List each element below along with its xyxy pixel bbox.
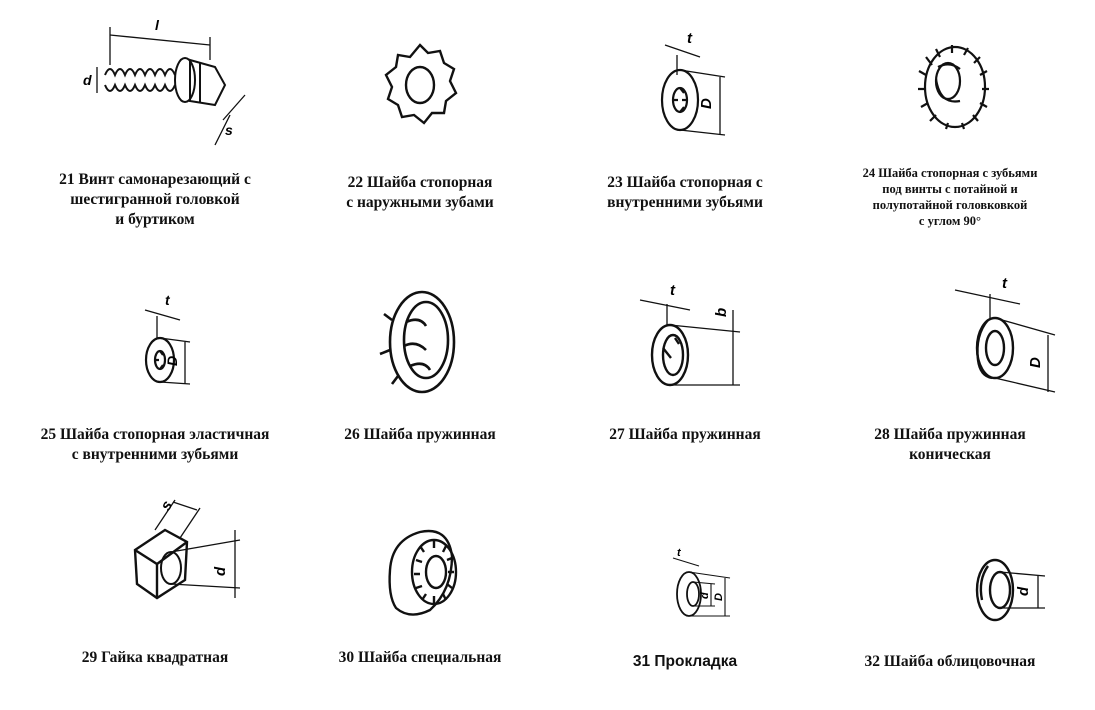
caption-32: 32 Шайба облицовочная bbox=[864, 653, 1036, 670]
conical-spring-washer-icon bbox=[870, 275, 1044, 430]
dim-D-label: D bbox=[164, 355, 180, 366]
item-27 bbox=[550, 280, 820, 510]
dim-s-label: s bbox=[157, 497, 177, 514]
spring-washer-icon bbox=[340, 280, 500, 430]
caption-21: 21 Винт самонарезающий с шестигранной головкой и буртиком bbox=[59, 171, 251, 228]
dim-s-label: s bbox=[225, 122, 233, 138]
dim-t-label: t bbox=[687, 30, 692, 47]
item-25 bbox=[20, 280, 290, 510]
dim-t-label: t bbox=[1002, 275, 1007, 292]
item-28 bbox=[815, 275, 1085, 510]
elastic-lock-washer-icon bbox=[75, 280, 235, 430]
caption-28: 28 Шайба пружинная коническая bbox=[874, 426, 1026, 463]
gasket-icon bbox=[605, 480, 765, 630]
caption-23: 23 Шайба стопорная с внутренними зубьями bbox=[607, 174, 763, 211]
item-23 bbox=[550, 5, 820, 235]
dim-d-label: d bbox=[83, 72, 92, 88]
caption-29: 29 Гайка квадратная bbox=[81, 649, 229, 666]
dim-d-label: d bbox=[212, 566, 229, 576]
dim-d-label: d bbox=[1015, 586, 1032, 596]
countersunk-lock-washer-icon bbox=[870, 5, 1030, 155]
caption-24: 24 Шайба стопорная с зубьями под винты с потайной и полупотайной головковкой с углом 90° bbox=[862, 166, 1038, 228]
dim-D-label: D bbox=[698, 98, 715, 109]
external-tooth-lock-washer-icon bbox=[340, 5, 500, 155]
dim-D-label: D bbox=[713, 593, 725, 601]
dim-t-label: t bbox=[165, 292, 170, 308]
item-29 bbox=[20, 480, 290, 710]
dim-t-label: t bbox=[670, 282, 675, 299]
dim-b-label: b bbox=[713, 307, 730, 317]
item-32 bbox=[815, 480, 1085, 710]
special-washer-icon bbox=[340, 480, 500, 630]
dim-d-label: d bbox=[699, 592, 711, 599]
dim-l-label: l bbox=[155, 17, 159, 33]
caption-25: 25 Шайба стопорная эластичная с внутренними зубьями bbox=[40, 426, 270, 463]
caption-27: 27 Шайба пружинная bbox=[609, 426, 761, 443]
item-24 bbox=[815, 5, 1085, 235]
item-30 bbox=[285, 480, 555, 710]
square-nut-icon bbox=[75, 480, 235, 630]
split-spring-washer-icon bbox=[605, 280, 765, 430]
caption-22: 22 Шайба стопорная с наружными зубами bbox=[346, 174, 494, 211]
internal-tooth-lock-washer-icon bbox=[605, 5, 765, 155]
self-tapping-screw-icon bbox=[75, 5, 235, 155]
item-26 bbox=[285, 280, 555, 510]
caption-31: 31 Прокладка bbox=[632, 653, 738, 670]
dim-D-label: D bbox=[1027, 357, 1044, 368]
caption-26: 26 Шайба пружинная bbox=[344, 426, 496, 443]
caption-30: 30 Шайба специальная bbox=[338, 649, 502, 666]
facing-washer-icon bbox=[870, 480, 1030, 630]
dim-t-label: t bbox=[677, 547, 681, 559]
item-22 bbox=[285, 5, 555, 235]
item-31 bbox=[550, 480, 820, 710]
item-21 bbox=[20, 5, 290, 235]
